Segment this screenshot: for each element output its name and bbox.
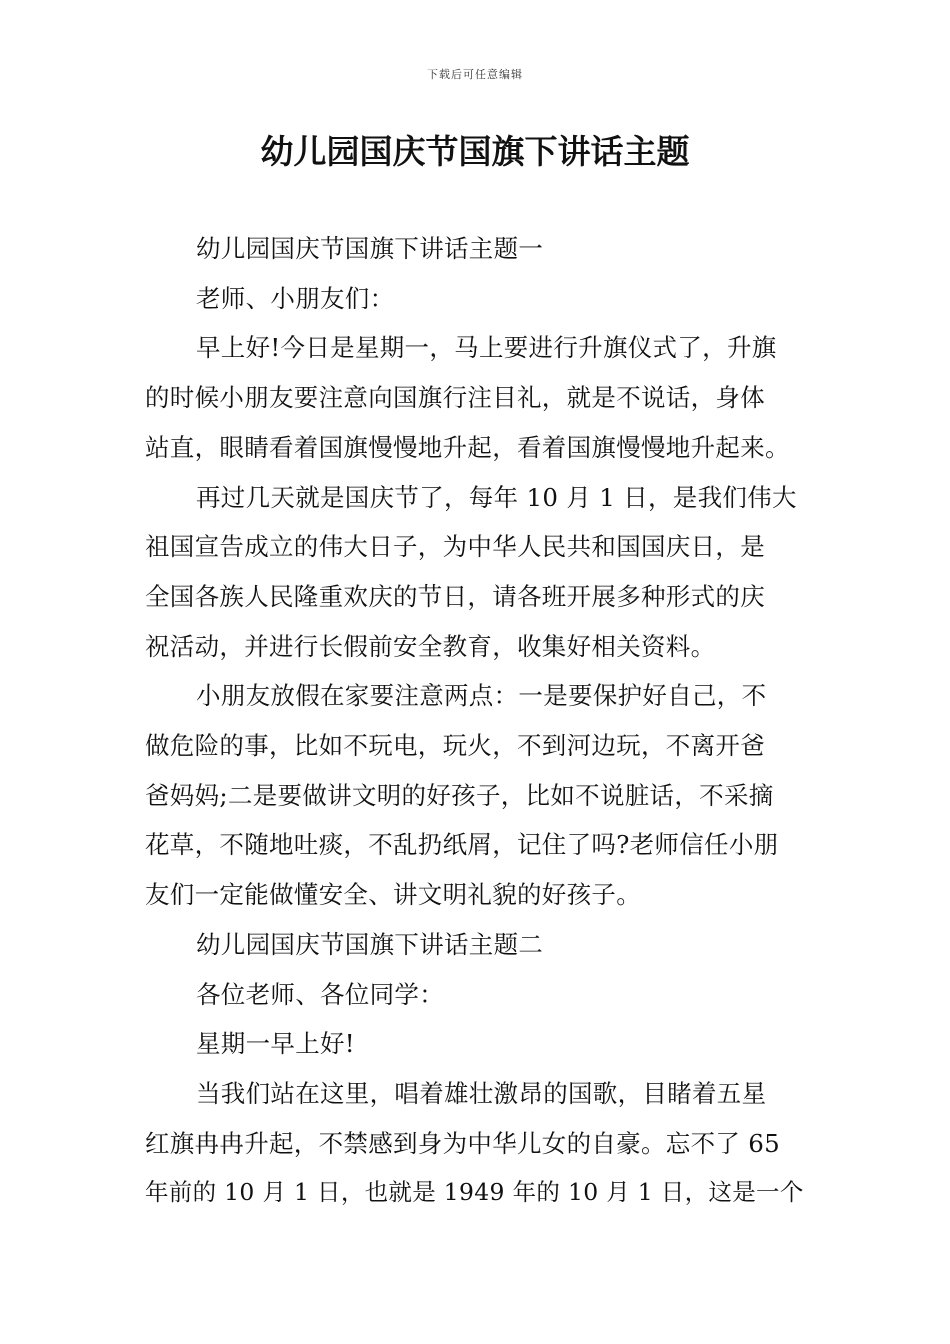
document-body xyxy=(145,224,807,1218)
text-line: 老师、小朋友们： xyxy=(196,283,395,313)
header-note: 下载后可任意编辑 xyxy=(427,68,523,81)
text-line: 爸妈妈;二是要做讲文明的好孩子，比如不说脏话，不采摘 xyxy=(145,780,774,810)
text-line: 友们一定能做懂安全、讲文明礼貌的好孩子。 xyxy=(145,880,641,910)
text-line: 年前的 10 月 1 日，也就是 1949 年的 10 月 1 日，这是一个 xyxy=(145,1178,804,1207)
document-title: 幼儿园国庆节国旗下讲话主题 xyxy=(260,132,690,171)
text-line: 红旗冉冉升起，不禁感到身为中华儿女的自豪。忘不了 65 xyxy=(145,1128,781,1158)
text-line: 再过几天就是国庆节了，每年 10 月 1 日，是我们伟大 xyxy=(196,482,797,512)
text-line: 幼儿园国庆节国旗下讲话主题二 xyxy=(196,929,544,959)
text-line: 当我们站在这里，唱着雄壮激昂的国歌，目睹着五星 xyxy=(196,1078,767,1108)
text-line: 站直，眼睛看着国旗慢慢地升起，看着国旗慢慢地升起来。 xyxy=(145,432,790,462)
text-line: 全国各族人民隆重欢庆的节日，请各班开展多种形式的庆 xyxy=(145,581,765,611)
text-line: 祖国宣告成立的伟大日子，为中华人民共和国国庆日，是 xyxy=(145,532,765,562)
text-line: 幼儿园国庆节国旗下讲话主题一 xyxy=(196,234,544,263)
text-line: 的时候小朋友要注意向国旗行注目礼，就是不说话，身体 xyxy=(145,383,765,413)
text-line: 小朋友放假在家要注意两点：一是要保护好自己，不 xyxy=(196,681,767,711)
text-line: 早上好!今日是星期一，马上要进行升旗仪式了，升旗 xyxy=(196,333,777,363)
text-line: 做危险的事，比如不玩电，玩火，不到河边玩，不离开爸 xyxy=(145,731,765,761)
text-line: 各位老师、各位同学： xyxy=(196,979,444,1009)
text-line: 星期一早上好! xyxy=(196,1029,355,1059)
text-line: 花草，不随地吐痰，不乱扔纸屑，记住了吗?老师信任小朋 xyxy=(145,830,779,860)
text-line: 祝活动，并进行长假前安全教育，收集好相关资料。 xyxy=(145,631,716,661)
